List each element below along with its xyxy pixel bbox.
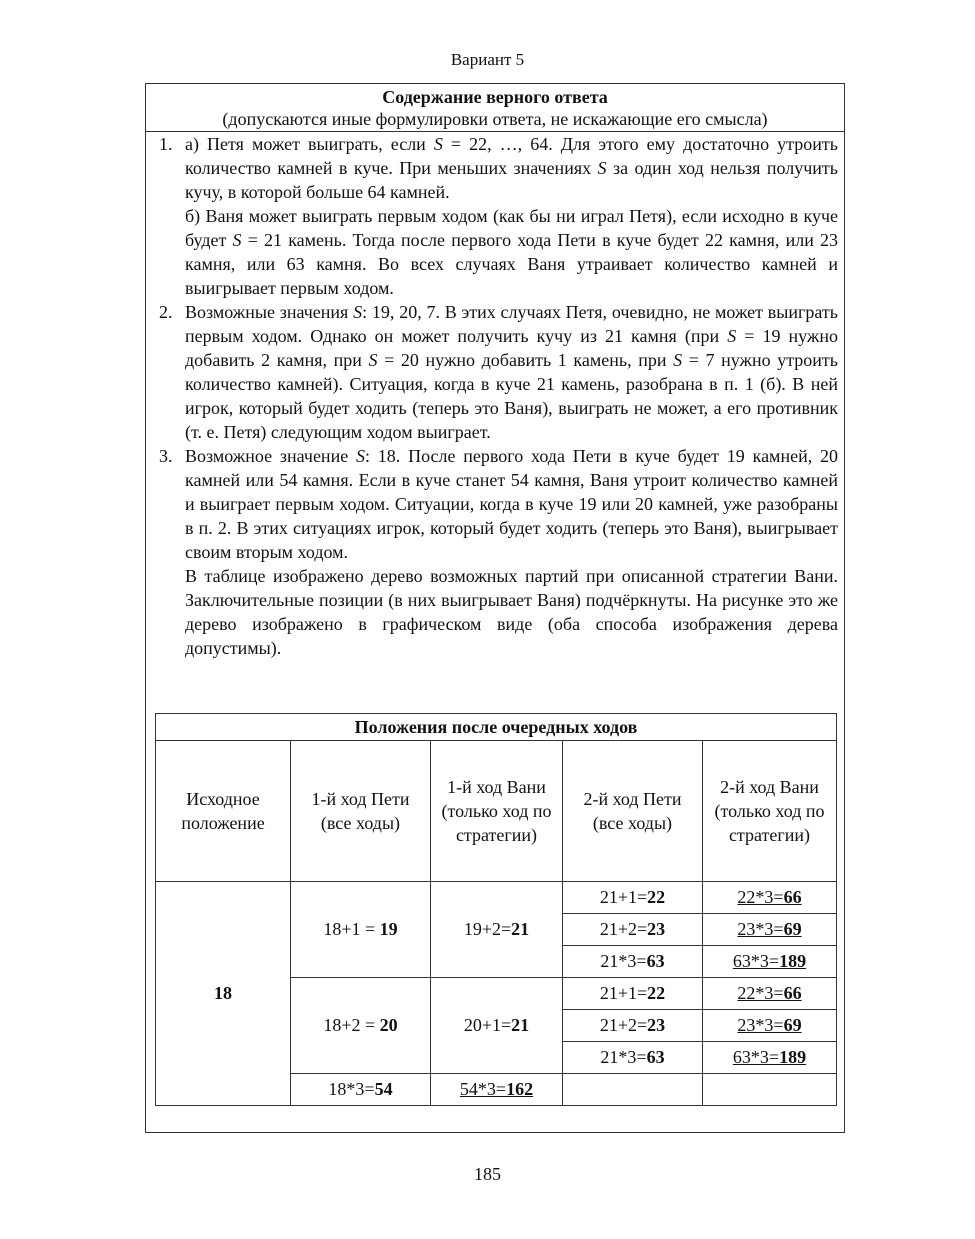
game-tree-table <box>155 713 837 1106</box>
empty-cell <box>563 1074 703 1106</box>
move-result: 162 <box>506 1079 534 1099</box>
move-result: 21 <box>511 919 530 939</box>
answer-item <box>146 132 844 300</box>
move-expression: 21+1= <box>599 887 648 907</box>
answer-item <box>146 444 844 660</box>
header-petya-move-1: 1-й ход Пети (все ходы) <box>291 741 431 882</box>
petya-move-2-cell <box>563 1042 703 1074</box>
item-number: 1. <box>159 134 173 154</box>
move-expression: 22*3= <box>737 887 784 907</box>
vanya-move-2-cell <box>703 914 837 946</box>
move-expression: 63*3= <box>732 951 780 971</box>
petya-move-2-cell <box>563 882 703 914</box>
move-expression: 63*3= <box>732 1047 780 1067</box>
answer-header <box>146 84 844 132</box>
vanya-move-2-cell <box>703 1010 837 1042</box>
move-expression: 18*3= <box>328 1079 375 1099</box>
header-vanya-move-1: 1-й ход Вани (только ход по стратегии) <box>431 741 563 882</box>
move-result: 20 <box>379 1015 398 1035</box>
header-petya-move-2: 2-й ход Пети (все ходы) <box>563 741 703 882</box>
petya-move-1-cell <box>291 1074 431 1106</box>
answer-paragraph: б) Ваня может выиграть первым ходом (как бы ни играл Петя), если исходно в куче будет S = 21 камень. Тогда после первого хода Пети в куче будет 22 камня, или 23 камня, или 63 камня. Во всех случаях Ваня утраивает количество камней и выигрывает первым ходом. <box>185 206 838 298</box>
move-result: 63 <box>646 951 665 971</box>
move-expression: 21+2= <box>599 919 648 939</box>
move-expression: 23*3= <box>737 919 784 939</box>
answer-paragraph: В таблице изображено дерево возможных партий при описанной стратегии Вани. Заключительные позиции (в них выигрывает Ваня) подчёркнуты. На рисунке это же дерево изображено в графическом виде (оба способа изображения дерева допустимы). <box>185 566 838 658</box>
move-result: 189 <box>779 1047 807 1067</box>
petya-move-2-cell <box>563 914 703 946</box>
move-result: 22 <box>647 983 666 1003</box>
header-vanya-move-2: 2-й ход Вани (только ход по стратегии) <box>703 741 837 882</box>
move-result: 69 <box>783 919 802 939</box>
answer-paragraph: а) Петя может выиграть, если S = 22, …, 64. Для этого ему достаточно утроить количество камней в куче. При меньших значениях S за один ход нельзя получить кучу, в которой больше 64 камней. <box>185 134 839 202</box>
move-expression: 21*3= <box>600 1047 647 1067</box>
move-expression: 23*3= <box>737 1015 784 1035</box>
answer-frame <box>145 83 845 1133</box>
vanya-move-2-cell <box>703 1042 837 1074</box>
move-expression: 21*3= <box>600 951 647 971</box>
empty-cell <box>703 1074 837 1106</box>
answer-title: Содержание верного ответа <box>382 87 608 107</box>
move-result: 23 <box>647 1015 666 1035</box>
move-result: 21 <box>511 1015 530 1035</box>
vanya-move-2-cell <box>703 978 837 1010</box>
move-result: 19 <box>379 919 398 939</box>
tree-caption: Положения после очередных ходов <box>156 714 837 741</box>
petya-move-2-cell <box>563 978 703 1010</box>
move-expression: 54*3= <box>459 1079 507 1099</box>
vanya-move-1-cell <box>431 1074 563 1106</box>
move-expression: 22*3= <box>737 983 784 1003</box>
answer-paragraph: Возможные значения S: 19, 20, 7. В этих случаях Петя, очевидно, не может выиграть первым ходом. Однако он может получить кучу из 21 камня (при S = 19 нужно добавить 2 камня, при S = 20 нужно добавить 1 камень, при S = 7 нужно утроить количество камней). Ситуация, когда в куче 21 камень, разобрана в п. 1 (б). В ней игрок, который будет ходить (теперь это Ваня), выиграть не может, а его противник (т. е. Петя) следующим ходом выиграет. <box>185 302 838 442</box>
move-expression: 21+1= <box>599 983 648 1003</box>
petya-move-1-cell <box>291 978 431 1074</box>
move-result: 23 <box>647 919 666 939</box>
page-number: 185 <box>474 1164 501 1184</box>
move-result: 54 <box>374 1079 393 1099</box>
vanya-move-1-cell <box>431 978 563 1074</box>
answer-subtitle: (допускаются иные формулировки ответа, не искажающие его смысла) <box>222 109 768 129</box>
move-expression: 19+2= <box>463 919 512 939</box>
vanya-move-2-cell <box>703 946 837 978</box>
vanya-move-1-cell <box>431 882 563 978</box>
move-expression: 21+2= <box>599 1015 648 1035</box>
variant-label: Вариант 5 <box>450 50 525 69</box>
move-expression: 18+2 = <box>323 1015 380 1035</box>
petya-move-2-cell <box>563 946 703 978</box>
move-expression: 20+1= <box>463 1015 512 1035</box>
header-start: Исходное положение <box>156 741 291 882</box>
vanya-move-2-cell <box>703 882 837 914</box>
move-result: 189 <box>779 951 807 971</box>
item-number: 3. <box>159 446 173 466</box>
petya-move-1-cell <box>291 882 431 978</box>
move-result: 69 <box>783 1015 802 1035</box>
move-result: 66 <box>783 983 802 1003</box>
item-number: 2. <box>159 302 173 322</box>
answer-item <box>146 300 844 444</box>
move-result: 63 <box>646 1047 665 1067</box>
petya-move-2-cell <box>563 1010 703 1042</box>
start-position: 18 <box>156 882 291 1106</box>
move-expression: 18+1 = <box>323 919 380 939</box>
move-result: 66 <box>783 887 802 907</box>
answer-list <box>146 132 844 660</box>
answer-paragraph: Возможное значение S: 18. После первого хода Пети в куче будет 19 камней, 20 камней или 54 камня. Если в куче станет 54 камня, Ваня утроит количество камней и выиграет первым ходом. Ситуации, когда в куче 19 или 20 камней, уже разобраны в п. 2. В этих ситуациях игрок, который будет ходить (теперь это Ваня), выигрывает своим вторым ходом. <box>185 446 839 562</box>
move-result: 22 <box>647 887 666 907</box>
